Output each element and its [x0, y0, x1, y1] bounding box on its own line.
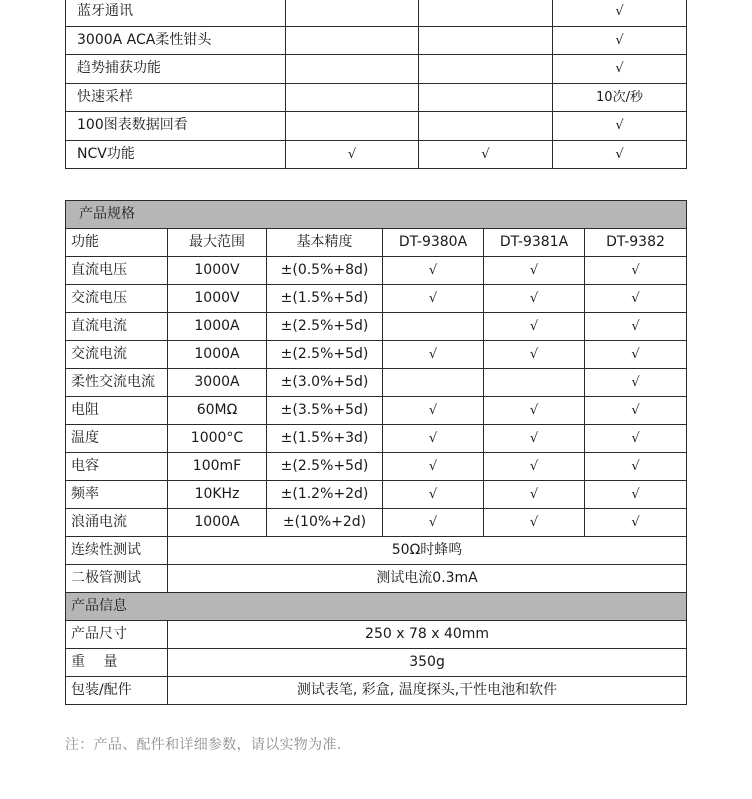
- header-max-range: 最大范围: [168, 229, 267, 257]
- weight-row: [66, 649, 687, 677]
- weight-value: 350g: [168, 649, 687, 677]
- model-9381a-cell: [419, 83, 553, 112]
- model-9382-cell: √: [585, 313, 687, 341]
- header-model-9381a: DT-9381A: [484, 229, 585, 257]
- footnote: 注：产品、配件和详细参数，请以实物为准.: [65, 737, 342, 753]
- feature-row: [66, 83, 687, 112]
- features-table: [65, 0, 687, 169]
- model-9380a-cell: [383, 369, 484, 397]
- feature-name: NCV功能: [66, 140, 286, 169]
- spec-row: [66, 369, 687, 397]
- model-9381a-cell: [419, 55, 553, 84]
- model-9381a-cell: √: [484, 453, 585, 481]
- max-range: 1000A: [168, 341, 267, 369]
- feature-row: [66, 26, 687, 55]
- continuity-row: [66, 537, 687, 565]
- model-9381a-cell: [419, 0, 553, 26]
- header-function: 功能: [66, 229, 168, 257]
- feature-name: 快速采样: [66, 83, 286, 112]
- model-9381a-cell: √: [484, 425, 585, 453]
- max-range: 60MΩ: [168, 397, 267, 425]
- model-9380a-cell: √: [383, 481, 484, 509]
- accuracy: ±(2.5%+5d): [267, 313, 383, 341]
- accuracy: ±(10%+2d): [267, 509, 383, 537]
- model-9382-cell: √: [585, 341, 687, 369]
- spec-row: [66, 397, 687, 425]
- package-value: 测试表笔, 彩盒, 温度探头,干性电池和软件: [168, 677, 687, 705]
- info-section-header: [66, 593, 687, 621]
- max-range: 1000°C: [168, 425, 267, 453]
- model-9381a-cell: [419, 112, 553, 141]
- model-9382-cell: √: [585, 369, 687, 397]
- feature-name: 100图表数据回看: [66, 112, 286, 141]
- model-9382-cell: √: [553, 140, 687, 169]
- model-9381a-cell: √: [419, 140, 553, 169]
- accuracy: ±(2.5%+5d): [267, 453, 383, 481]
- spec-row: [66, 341, 687, 369]
- function-name: 频率: [66, 481, 168, 509]
- weight-label: 重 量: [66, 649, 168, 677]
- feature-name: 3000A ACA柔性钳头: [66, 26, 286, 55]
- function-name: 温度: [66, 425, 168, 453]
- max-range: 1000V: [168, 257, 267, 285]
- spec-row: [66, 453, 687, 481]
- function-name: 交流电流: [66, 341, 168, 369]
- header-model-9380a: DT-9380A: [383, 229, 484, 257]
- model-9381a-cell: √: [484, 481, 585, 509]
- model-9380a-cell: [286, 112, 419, 141]
- accuracy: ±(0.5%+8d): [267, 257, 383, 285]
- model-9380a-cell: [286, 26, 419, 55]
- model-9380a-cell: [286, 0, 419, 26]
- model-9382-cell: √: [585, 481, 687, 509]
- model-9382-cell: √: [585, 425, 687, 453]
- spec-row: [66, 313, 687, 341]
- spec-row: [66, 481, 687, 509]
- size-value: 250 x 78 x 40mm: [168, 621, 687, 649]
- model-9380a-cell: √: [383, 425, 484, 453]
- model-9380a-cell: √: [383, 285, 484, 313]
- size-label: 产品尺寸: [66, 621, 168, 649]
- diode-value: 测试电流0.3mA: [168, 565, 687, 593]
- spec-header-row: [66, 229, 687, 257]
- model-9381a-cell: √: [484, 285, 585, 313]
- model-9382-cell: √: [585, 285, 687, 313]
- model-9382-cell: √: [585, 397, 687, 425]
- model-9381a-cell: √: [484, 397, 585, 425]
- model-9380a-cell: √: [383, 453, 484, 481]
- model-9380a-cell: √: [286, 140, 419, 169]
- accuracy: ±(3.0%+5d): [267, 369, 383, 397]
- function-name: 电阻: [66, 397, 168, 425]
- spec-table: [65, 200, 687, 705]
- feature-name: 趋势捕获功能: [66, 55, 286, 84]
- accuracy: ±(3.5%+5d): [267, 397, 383, 425]
- continuity-value: 50Ω时蜂鸣: [168, 537, 687, 565]
- model-9382-cell: √: [553, 26, 687, 55]
- model-9380a-cell: [383, 313, 484, 341]
- info-section-title: 产品信息: [66, 593, 687, 621]
- spec-row: [66, 257, 687, 285]
- model-9380a-cell: [286, 55, 419, 84]
- model-9382-cell: 10次/秒: [553, 83, 687, 112]
- max-range: 1000A: [168, 509, 267, 537]
- max-range: 100mF: [168, 453, 267, 481]
- max-range: 1000V: [168, 285, 267, 313]
- spec-row: [66, 425, 687, 453]
- function-name: 柔性交流电流: [66, 369, 168, 397]
- max-range: 3000A: [168, 369, 267, 397]
- model-9382-cell: √: [553, 55, 687, 84]
- function-name: 直流电流: [66, 313, 168, 341]
- package-label: 包装/配件: [66, 677, 168, 705]
- spec-row: [66, 509, 687, 537]
- model-9382-cell: √: [585, 509, 687, 537]
- model-9381a-cell: √: [484, 509, 585, 537]
- accuracy: ±(1.2%+2d): [267, 481, 383, 509]
- accuracy: ±(2.5%+5d): [267, 341, 383, 369]
- model-9381a-cell: [419, 26, 553, 55]
- feature-row: [66, 0, 687, 26]
- spec-section-header: [66, 201, 687, 229]
- spec-section-title: 产品规格: [66, 201, 687, 229]
- header-model-9382: DT-9382: [585, 229, 687, 257]
- size-row: [66, 621, 687, 649]
- diode-row: [66, 565, 687, 593]
- model-9382-cell: √: [553, 0, 687, 26]
- diode-label: 二极管测试: [66, 565, 168, 593]
- model-9382-cell: √: [553, 112, 687, 141]
- model-9380a-cell: [286, 83, 419, 112]
- model-9381a-cell: [484, 369, 585, 397]
- max-range: 10KHz: [168, 481, 267, 509]
- model-9380a-cell: √: [383, 509, 484, 537]
- model-9381a-cell: √: [484, 257, 585, 285]
- spec-row: [66, 285, 687, 313]
- model-9381a-cell: √: [484, 341, 585, 369]
- accuracy: ±(1.5%+3d): [267, 425, 383, 453]
- header-accuracy: 基本精度: [267, 229, 383, 257]
- feature-name: 蓝牙通讯: [66, 0, 286, 26]
- feature-row: [66, 55, 687, 84]
- continuity-label: 连续性测试: [66, 537, 168, 565]
- package-row: [66, 677, 687, 705]
- function-name: 电容: [66, 453, 168, 481]
- model-9380a-cell: √: [383, 397, 484, 425]
- max-range: 1000A: [168, 313, 267, 341]
- function-name: 交流电压: [66, 285, 168, 313]
- function-name: 浪涌电流: [66, 509, 168, 537]
- feature-row: [66, 140, 687, 169]
- model-9382-cell: √: [585, 257, 687, 285]
- function-name: 直流电压: [66, 257, 168, 285]
- model-9380a-cell: √: [383, 341, 484, 369]
- feature-row: [66, 112, 687, 141]
- model-9380a-cell: √: [383, 257, 484, 285]
- accuracy: ±(1.5%+5d): [267, 285, 383, 313]
- model-9382-cell: √: [585, 453, 687, 481]
- model-9381a-cell: √: [484, 313, 585, 341]
